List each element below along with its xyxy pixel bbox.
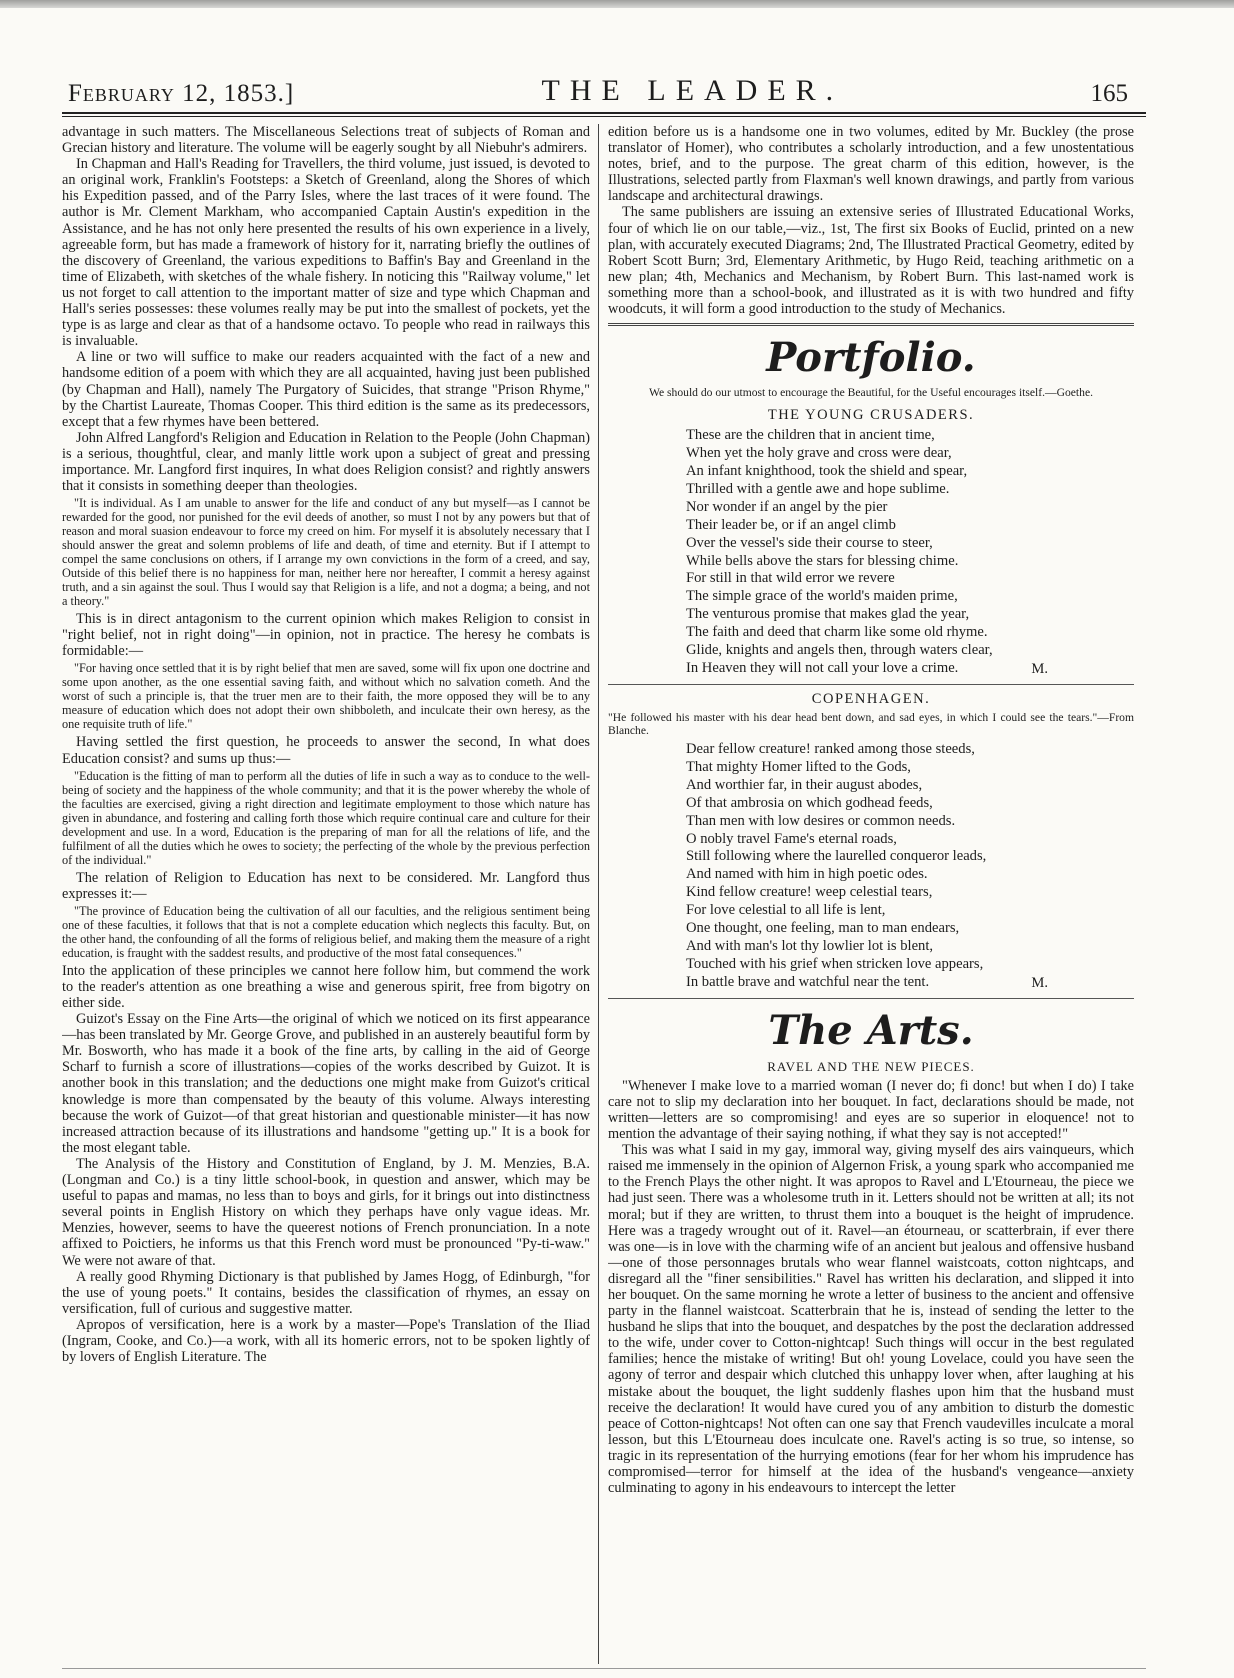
paragraph: Apropos of versification, here is a work by a master—Pope's Translation of the Iliad (Ingram, Cooke, and Co.)—a work, with all its homeric errors, not to be spoken lightly of by lovers of English Literature. The <box>62 1316 590 1366</box>
poem-line: Nor wonder if an angel by the pier <box>686 498 888 515</box>
scan-edge <box>0 0 1234 8</box>
article-subheading: RAVEL AND THE NEW PIECES. <box>767 1058 975 1074</box>
poem-signature: M. <box>1031 660 1048 677</box>
poem-line: Thrilled with a gentle awe and hope sublime. <box>686 480 950 497</box>
portfolio-motto: We should do our utmost to encourage the Beautiful, for the Useful encourages itself.—Goethe. <box>648 386 1093 400</box>
poem-line: That mighty Homer lifted to the Gods, <box>686 758 911 775</box>
poem-line: The venturous promise that makes glad the year, <box>686 606 970 623</box>
poem-signature: M. <box>1031 974 1048 991</box>
poem-line: Touched with his grief when stricken love appears, <box>686 955 984 972</box>
poem-line: An infant knighthood, took the shield and spear, <box>686 463 968 480</box>
paragraph: Guizot's Essay on the Fine Arts—the original of which we noticed on its first appearance—has been translated by Mr. George Grove, and published in an austerely beautiful form by Mr. Bosworth, who has made it a book of the fine arts, by calling in the aid of George Scharf to furnish a score of illustrations—copies of the works described by Guizot. It is another book in this translation; and the deductions one might make from Guizot's critical knowledge is more than compensated by the beauty of this volume. Always interesting because the work of Guizot—of that great historian and questionable minister—it has now increased attraction because of its illustrations and handsome "getting up." It is a book for the most elegant table. <box>62 1011 590 1156</box>
paragraph: edition before us is a handsome one in two volumes, edited by Mr. Buckley (the prose translator of Homer), who contributes a scholarly introduction, and a few unostentatious notes, brief, and to the purpose. The great charm of this edition, however, is the Illustrations, selected partly from Flaxman's well known drawings, and partly from various landscape and architectural drawings. <box>608 124 1134 205</box>
masthead-rule-thin <box>62 116 1146 117</box>
poem-line: For still in that wild error we revere <box>686 570 895 587</box>
block-quote: "It is individual. As I am unable to answer for the life and conduct of any but myself—as I cannot be rewarded for the good, nor punished for the evil deeds of another, so must I not by any powers but that of reason and moral suasion endeavour to force my creed on him. For myself it is absolutely necessary that I should answer the great and solemn problems of life and death, of time and eternity. But if I attempt to compel the same conclusions on others, if I arrange my own convictions in the form of a creed, and say, Outside of this belief there is no happiness for man, neither here nor hereafter, I commit a heresy against truth, and a sin against the soul. Thus I would say that Religion is a life, and not a dogma; a being, and not a theory." <box>62 496 590 609</box>
poem-line: Over the vessel's side their course to steer, <box>686 534 933 551</box>
paragraph: A really good Rhyming Dictionary is that published by James Hogg, of Edinburgh, "for the use of young poets." It contains, besides the classification of rhymes, an essay on versification, full of curious and suggestive matter. <box>62 1268 590 1317</box>
poem-line: Glide, knights and angels then, through waters clear, <box>686 642 993 659</box>
poem-line: When yet the holy grave and cross were dear, <box>686 445 952 462</box>
poem-line: And named with him in high poetic odes. <box>686 866 928 883</box>
poem-line: O nobly travel Fame's eternal roads, <box>686 830 897 847</box>
page-number: 165 <box>1090 80 1128 107</box>
masthead <box>68 74 1128 108</box>
masthead-rule <box>62 112 1146 114</box>
issue-date: February 12, 1853.] <box>68 80 295 107</box>
poem-title: COPENHAGEN. <box>811 690 931 707</box>
poem-line: The faith and deed that charm like some old rhyme. <box>686 624 988 641</box>
paragraph: A line or two will suffice to make our readers acquainted with the fact of a new and handsome edition of a poem with which they are all acquainted, having just been published (by Chapman and Hall), namely The Purgatory of Suicides, that strange "Prison Rhyme," by the Chartist Laureate, Thomas Cooper. This third edition is the same as its predecessors, except that a few rhymes have been bettered. <box>62 349 590 430</box>
poem-line: In Heaven they will not call your love a crime. <box>686 660 959 676</box>
block-quote: "For having once settled that it is by right belief that men are saved, some will fix upon one doctrine and some upon another, as the one essential saving faith, and without which no salvation cometh. And the worst of such a principle is, that the truer men are to their faith, the more opposed they will be to any measure of education which does not adopt their own shibboleth, and inculcate their own heresy, as the one requisite truth of life." <box>62 661 590 732</box>
portfolio-heading: Portfolio. <box>766 334 976 382</box>
paragraph: In Chapman and Hall's Reading for Travellers, the third volume, just issued, is devoted to an original work, Franklin's Footsteps: a Sketch of Greenland, along the Shores of which his Expedition passed, and of the Parry Isles, where the last traces of it were found. The author is Mr. Clement Markham, who accompanied Captain Austin's expedition in the Assistance, and he has not only here presented the results of his own experience in a lively, agreeable form, but has made a framework of history for it, narrating briefly the outlines of the discovery of Greenland, the various expeditions to Baffin's Bay and Greenland in the time of Elizabeth, with sketches of the whale fishery. In noticing this "Railway volume," let us not forget to call attention to the important matter of size and type which Chapman and Hall's series possesses: these volumes really may be put into the smallest of pockets, yet the type is as large and clear as that of a handsome octavo. To people who read in railways this is invaluable. <box>62 156 590 350</box>
right-column <box>608 124 1134 1669</box>
poem-line: And with man's lot thy lowlier lot is blent, <box>686 937 934 954</box>
newspaper-title: THE LEADER. <box>541 74 844 107</box>
poem-line: Their leader be, or if an angel climb <box>686 516 896 533</box>
left-column <box>62 124 590 1669</box>
poem-line: Than men with low desires or common needs. <box>686 812 956 829</box>
paragraph: The relation of Religion to Education has next to be considered. Mr. Langford thus expresses it:— <box>62 869 590 902</box>
paragraph: The Analysis of the History and Constitution of England, by J. M. Menzies, B.A. (Longman and Co.) is a tiny little school-book, in question and answer, which may be useful to papas and mamas, no less than to boys and girls, for it brings out into distinctness several points in English History on which they perhaps have only vague ideas. Mr. Menzies, however, seems to have the queerest notions of French pronunciation. In a note affixed to Poictiers, he informs us that this French word must be pronounced "Py-ti-waw." We were not aware of that. <box>62 1155 590 1269</box>
paragraph: The same publishers are issuing an extensive series of Illustrated Educational Works, four of which lie on our table,—viz., 1st, The first six Books of Euclid, printed on a new plan, with accurately executed Diagrams; 2nd, The Illustrated Practical Geometry, edited by Robert Scott Burn; 3rd, Elementary Arithmetic, by Hugo Reid, teaching arithmetic on a new plan; 4th, Mechanics and Mechanism, by Robert Burn. This last-named work is something more than a school-book, and illustrated as it is with two hundred and fifty woodcuts, it will form a good introduction to the study of Mechanics. <box>608 204 1134 318</box>
poem-line: These are the children that in ancient time, <box>686 427 935 444</box>
poem-epigraph: "He followed his master with his dear head bent down, and sad eyes, in which I could see the tears."—From Blanche. <box>608 711 1134 737</box>
poem-line: Of that ambrosia on which godhead feeds, <box>686 794 933 811</box>
block-quote: "Education is the fitting of man to perform all the duties of life in such a way as to conduce to the well-being of society and the happiness of the whole community; and that it is the power whereby the whole of the faculties are exercised, giving a right direction and legitimate employment to those which nature has given in abundance, and fostering and calling forth those which require continual care and culture for their development and use. In a word, Education is the preparing of man for all the relations of life, and the fulfilment of all the duties which he owes to society; the perfecting of the whole by the previous perfection of the individual." <box>62 768 590 867</box>
poem-line: One thought, one feeling, man to man endears, <box>686 920 960 937</box>
paragraph: "Whenever I make love to a married woman (I never do; fi donc! but when I do) I take care not to slip my declaration into her bouquet. In fact, declarations should be made, not written—letters are so compromising! and eyes are so superior in eloquence! not to mention the advantage of their saying nothing, if what they say is not accepted!" <box>608 1077 1134 1143</box>
paragraph: This was what I said in my gay, immoral way, giving myself des airs vainqueurs, which raised me immensely in the opinion of Algernon Frisk, a young spark who accompanied me to the French Plays the other night. It was apropos to Ravel and L'Etourneau, the piece we had just seen. There was a wholesome truth in it. Letters should not be written at all; its not moral; but if they are written, to thrust them into a bouquet is the height of imprudence. Here was a tragedy wrought out of it. Ravel—an étourneau, or scatterbrain, if ever there was one—is in love with the charming wife of an ancient but jealous and offensive husband—one of those personnages brutals who wear flannel waistcoats, cotton nightcaps, and disregard all the "finer sensibilities." Ravel has written his declaration, and slipped it into her bouquet. On the same morning he wrote a letter of business to the ancient and offensive party in the flannel waistcoat. Scatterbrain that he is, instead of sending the letter to the husband he slips that into the bouquet, and despatches by the post the declaration addressed to the wife, under cover to Cotton-nightcap! Such things will occur in the best regulated families; hence the mistake of writing! But oh! young Lovelace, could you have seen the agony of terror and despair which clutched this unhappy lover when, after laughing at his mistake about the bouquet, the light suddenly flashes upon him that the husband must receive the declaration! It would have cured you of any ambition to disturb the domestic peace of Cotton-nightcaps! Not often can one say that French vaudevilles inculcate a moral lesson, but this L'Etourneau does inculcate one. Ravel's acting is so true, so intense, so tragic in its representation of the hurrying emotions (fear for her whom his imprudence has compromised—terror for himself at the idea of the husband's vengeance—anxiety culminating to agony in his endeavours to intercept the letter <box>608 1142 1134 1497</box>
paragraph: Into the application of these principles we cannot here follow him, but commend the work to the reader's attention as one breathing a wise and generous spirit, free from bigotry on either side. <box>62 962 590 1011</box>
poem-young-crusaders <box>608 427 1134 678</box>
section-rule <box>608 998 1134 999</box>
page-bottom-rule <box>62 1668 1146 1669</box>
poem-copenhagen <box>608 741 1134 992</box>
section-rule <box>608 323 1134 326</box>
poem-line: The simple grace of the world's maiden prime, <box>686 588 958 605</box>
paragraph: advantage in such matters. The Miscellaneous Selections treat of subjects of Roman and Grecian history and literature. The volume will be eagerly sought by all Niebuhr's admirers. <box>62 124 590 157</box>
column-divider <box>598 124 599 1664</box>
poem-rule <box>608 684 1134 685</box>
block-quote: "The province of Education being the cultivation of all our faculties, and the religious sentiment being one of these faculties, it follows that that is not a complete education which neglects this faculty. But, on the other hand, the confounding of all the forms of religious belief, and making them the measure of a right education, is fraught with the saddest results, and productive of the most fatal consequences." <box>62 903 590 960</box>
poem-line: While bells above the stars for blessing chime. <box>686 552 959 569</box>
poem-line: In battle brave and watchful near the tent. <box>686 973 930 990</box>
poem-line: For love celestial to all life is lent, <box>686 902 886 919</box>
paragraph: This is in direct antagonism to the current opinion which makes Religion to consist in "right belief, not in right doing"—in opinion, not in practice. The heresy he combats is formidable:— <box>62 611 590 660</box>
poem-line: Kind fellow creature! weep celestial tears, <box>686 884 933 901</box>
paragraph: Having settled the first question, he proceeds to answer the second, In what does Education consist? and sums up thus:— <box>62 734 590 767</box>
poem-line: And worthier far, in their august abodes, <box>686 776 923 793</box>
arts-heading: The Arts. <box>768 1006 974 1054</box>
paragraph: John Alfred Langford's Religion and Education in Relation to the People (John Chapman) is a serious, thoughtful, clear, and manly little work upon a subject of great and pressing importance. Mr. Langford first inquires, In what does Religion consist? and rightly answers that it consists in something deeper than theologies. <box>62 429 590 495</box>
poem-title: THE YOUNG CRUSADERS. <box>767 407 975 424</box>
poem-line: Still following where the laurelled conqueror leads, <box>686 848 987 865</box>
poem-line: Dear fellow creature! ranked among those steeds, <box>686 741 975 757</box>
